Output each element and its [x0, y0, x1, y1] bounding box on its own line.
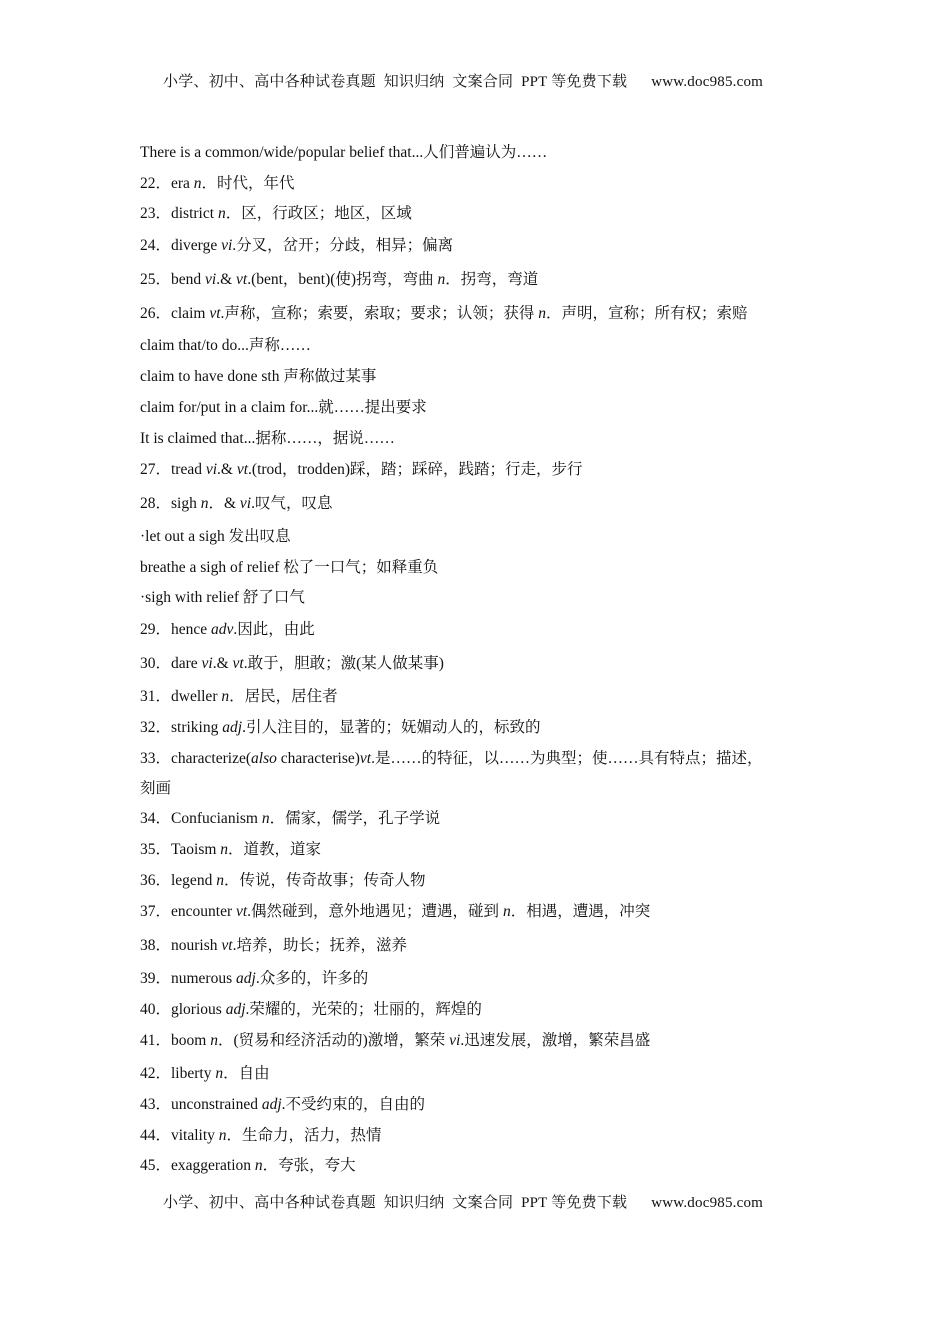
- line-text: 34．Confucianism: [140, 810, 262, 827]
- part-of-speech: vi: [239, 495, 252, 512]
- part-of-speech: adj: [261, 1096, 282, 1113]
- line-text: .(bent，bent)(使)拐弯，弯曲: [247, 271, 438, 288]
- line-text: .叹气，叹息: [251, 495, 333, 512]
- line-text: 26．claim: [140, 305, 210, 322]
- part-of-speech: vi: [205, 461, 218, 478]
- vocab-line: [140, 1156, 356, 1176]
- footer-text: 小学、初中、高中各种试卷真题 知识归纳 文案合同 PPT 等免费下载: [163, 1195, 628, 1211]
- vocab-line: [140, 779, 171, 799]
- vocab-line: [140, 270, 538, 290]
- line-text: 38．nourish: [140, 937, 222, 954]
- line-text: ．夸张，夸大: [262, 1157, 356, 1174]
- vocab-line: [140, 871, 425, 891]
- line-text: ．声明，宣称；所有权；索赔: [546, 305, 748, 322]
- vocab-line: [140, 429, 395, 449]
- footer-url: www.doc985.com: [651, 1195, 764, 1211]
- part-of-speech: vt: [235, 903, 248, 920]
- vocab-line: [140, 494, 332, 514]
- vocab-line: [140, 1000, 482, 1020]
- part-of-speech: vt: [221, 937, 233, 954]
- part-of-speech: n: [217, 205, 226, 222]
- line-text: ·sigh with relief 舒了口气: [140, 589, 305, 606]
- part-of-speech: vi: [205, 271, 217, 288]
- line-text: ．自由: [223, 1065, 270, 1082]
- part-of-speech: adj: [236, 970, 256, 987]
- line-text: 23．district: [140, 205, 218, 222]
- vocab-line: [140, 558, 438, 578]
- part-of-speech: vi: [449, 1032, 461, 1049]
- line-text: .培养，助长；抚养，滋养: [232, 937, 407, 954]
- vocab-line: [140, 1031, 650, 1051]
- line-text: ．道教，道家: [228, 841, 322, 858]
- part-of-speech: n: [221, 688, 230, 705]
- line-text: characterise): [276, 750, 360, 767]
- line-text: .引人注目的，显著的；妩媚动人的，标致的: [242, 719, 541, 736]
- part-of-speech: adj: [222, 719, 243, 736]
- line-text: .声称，宣称；索要，索取；要求；认领；获得: [220, 305, 539, 322]
- line-text: 35．Taoism: [140, 841, 221, 858]
- line-text: ．拐弯，弯道: [445, 271, 539, 288]
- vocab-line: [140, 527, 291, 547]
- vocab-line: [140, 620, 315, 640]
- line-text: .&: [212, 655, 233, 672]
- vocab-line: [140, 336, 311, 356]
- line-text: It is claimed that...据称……，据说……: [140, 430, 395, 447]
- line-text: 45．exaggeration: [140, 1157, 255, 1174]
- line-text: 43．unconstrained: [140, 1096, 262, 1113]
- vocab-line: [140, 718, 540, 738]
- line-text: 37．encounter: [140, 903, 236, 920]
- line-text: 31．dweller: [140, 688, 222, 705]
- part-of-speech: vt: [359, 750, 372, 767]
- part-of-speech: n: [216, 872, 224, 889]
- line-text: ．&: [208, 495, 240, 512]
- line-text: 40．glorious: [140, 1001, 226, 1018]
- line-text: ．居民，居住者: [229, 688, 338, 705]
- line-text: 25．bend: [140, 271, 206, 288]
- line-text: 33．characterize(: [140, 750, 252, 767]
- part-of-speech: adj: [225, 1001, 246, 1018]
- part-of-speech: n: [538, 305, 547, 322]
- line-text: ．生命力，活力，热情: [226, 1127, 382, 1144]
- line-text: claim to have done sth 声称做过某事: [140, 368, 377, 385]
- line-text: 29．hence: [140, 621, 212, 638]
- line-text: 39．numerous: [140, 970, 237, 987]
- vocab-line: [140, 840, 321, 860]
- line-text: 22．era: [140, 175, 194, 192]
- part-of-speech: n: [220, 841, 229, 858]
- vocab-line: [140, 1095, 425, 1115]
- line-text: .&: [217, 461, 237, 478]
- vocab-line: [140, 902, 650, 922]
- line-text: 30．dare: [140, 655, 202, 672]
- line-text: .众多的，许多的: [255, 970, 369, 987]
- line-text: claim that/to do...声称……: [140, 337, 311, 354]
- line-text: ．传说，传奇故事；传奇人物: [223, 872, 426, 889]
- line-text: 32．striking: [140, 719, 223, 736]
- line-text: .分叉，岔开；分歧，相异；偏离: [232, 237, 454, 254]
- part-of-speech: n: [502, 903, 511, 920]
- header-url: www.doc985.com: [651, 74, 764, 90]
- line-text: 42．liberty: [140, 1065, 216, 1082]
- part-of-speech: vt: [232, 655, 244, 672]
- line-text: There is a common/wide/popular belief that...人们普遍认为……: [140, 144, 548, 161]
- part-of-speech: n: [210, 1032, 218, 1049]
- line-text: .偶然碰到，意外地遇见；遭遇，碰到: [247, 903, 503, 920]
- vocab-line: [140, 687, 338, 707]
- line-text: 41．boom: [140, 1032, 211, 1049]
- line-text: 44．vitality: [140, 1127, 219, 1144]
- vocab-line: [140, 398, 427, 418]
- part-of-speech: vt: [209, 305, 221, 322]
- line-text: claim for/put in a claim for...就……提出要求: [140, 399, 427, 416]
- line-text: ．相遇，遭遇，冲突: [510, 903, 651, 920]
- part-of-speech: vi: [201, 655, 213, 672]
- vocab-line: [140, 204, 412, 224]
- page-footer: [163, 1191, 763, 1212]
- part-of-speech: vt: [236, 461, 249, 478]
- vocab-line: [140, 654, 444, 674]
- page-header: [163, 70, 763, 91]
- part-of-speech: n: [193, 175, 202, 192]
- line-text: .是……的特征，以……为典型；使……具有特点；描述，: [371, 750, 763, 767]
- line-text: ．区，行政区；地区，区域: [225, 205, 412, 222]
- vocab-line: [140, 236, 453, 256]
- line-text: .荣耀的，光荣的；壮丽的，辉煌的: [245, 1001, 482, 1018]
- line-text: breathe a sigh of relief 松了一口气；如释重负: [140, 559, 439, 576]
- line-text: .不受约束的，自由的: [281, 1096, 426, 1113]
- header-text: 小学、初中、高中各种试卷真题 知识归纳 文案合同 PPT 等免费下载: [163, 74, 628, 90]
- line-text: ．时代，年代: [201, 175, 295, 192]
- part-of-speech: n: [218, 1127, 227, 1144]
- vocab-line: [140, 460, 583, 480]
- vocab-line: [140, 936, 407, 956]
- vocab-line: [140, 174, 295, 194]
- line-text: ·let out a sigh 发出叹息: [140, 528, 291, 545]
- vocab-line: [140, 304, 748, 324]
- line-text: 27．tread: [140, 461, 206, 478]
- vocab-line: [140, 1064, 270, 1084]
- part-of-speech: n: [261, 810, 270, 827]
- part-of-speech: adv: [211, 621, 234, 638]
- line-text: .(trod，trodden)踩，踏；踩碎，践踏；行走，步行: [248, 461, 583, 478]
- line-text: 28．sigh: [140, 495, 201, 512]
- part-of-speech: n: [254, 1157, 263, 1174]
- line-text: .敢于，胆敢；激(某人做某事): [243, 655, 444, 672]
- part-of-speech: n: [437, 271, 446, 288]
- vocab-line: [140, 1126, 382, 1146]
- part-of-speech: n: [200, 495, 209, 512]
- line-text: ．儒家，儒学，孔子学说: [269, 810, 441, 827]
- line-text: 36．legend: [140, 872, 217, 889]
- line-text: ．(贸易和经济活动的)激增，繁荣: [217, 1032, 450, 1049]
- line-text: .&: [216, 271, 237, 288]
- line-text: 24．diverge: [140, 237, 222, 254]
- line-text: .迅速发展，激增，繁荣昌盛: [460, 1032, 651, 1049]
- vocab-line: [140, 809, 440, 829]
- part-of-speech: vi: [221, 237, 233, 254]
- part-of-speech: n: [215, 1065, 224, 1082]
- vocab-line: [140, 367, 376, 387]
- vocab-line: [140, 749, 762, 769]
- part-of-speech: also: [251, 750, 277, 767]
- vocab-line: [140, 143, 547, 163]
- line-text: 刻画: [140, 780, 172, 797]
- vocab-line: [140, 588, 305, 608]
- part-of-speech: vt: [236, 271, 248, 288]
- vocab-line: [140, 969, 368, 989]
- line-text: .因此，由此: [233, 621, 315, 638]
